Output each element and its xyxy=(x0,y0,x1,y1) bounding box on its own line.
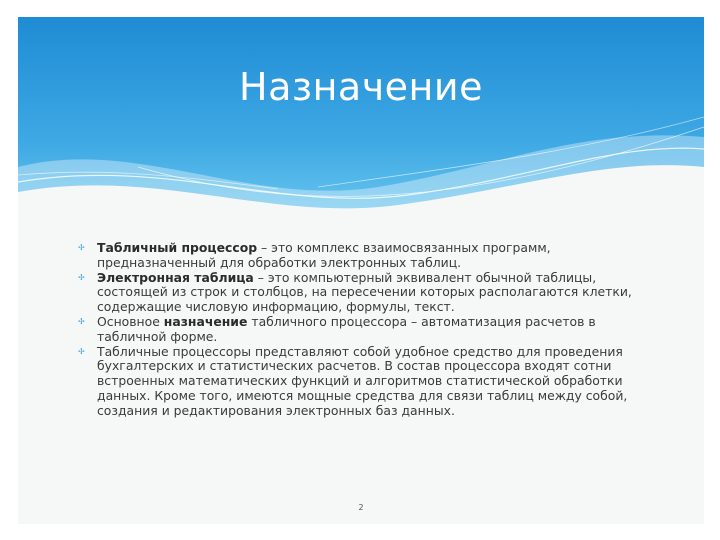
bullet-term: назначение xyxy=(163,313,248,329)
bullet-text: табличного процессора – автоматизация расчетов в табличной форме. xyxy=(97,313,596,344)
bullet-list xyxy=(78,241,648,419)
bullet-text: – это компьютерный эквивалент обычной таблицы, состоящей из строк и столбцов, на пересечении которых располагаются клетки, содержащие числовую информацию, формулы, текст. xyxy=(97,269,632,315)
bullet-text: – это комплекс взаимосвязанных программ, предназначенный для обработки электронных таблиц. xyxy=(97,240,551,270)
page-number: 2 xyxy=(358,503,364,512)
sparkle-bullet-icon: ✢ xyxy=(78,346,85,356)
slide-title: Назначение xyxy=(239,65,483,109)
bullet-text: Табличные процессоры представляют собой удобное средство для проведения бухгалтерских и статистических расчетов. В состав процессора входят сотни встроенных математических функций и алгоритмов статистической обработки данных. Кроме того, имеются мощные средства для связи таблиц между собой, создания и редактирования электронных баз данных. xyxy=(97,343,628,418)
bullet-item xyxy=(78,345,648,419)
sky-wave-background xyxy=(18,17,704,227)
bullet-item xyxy=(78,315,648,345)
sparkle-bullet-icon: ✢ xyxy=(78,272,85,282)
sparkle-bullet-icon: ✢ xyxy=(78,243,85,252)
bullet-item xyxy=(78,241,648,271)
bullet-item xyxy=(78,271,648,315)
bullet-term: Табличный процессор xyxy=(97,240,258,255)
sparkle-bullet-icon: ✢ xyxy=(78,316,85,326)
slide xyxy=(18,17,704,524)
bullet-term: Электронная таблица xyxy=(97,269,254,285)
bullet-text-prefix: Основное xyxy=(97,313,164,329)
